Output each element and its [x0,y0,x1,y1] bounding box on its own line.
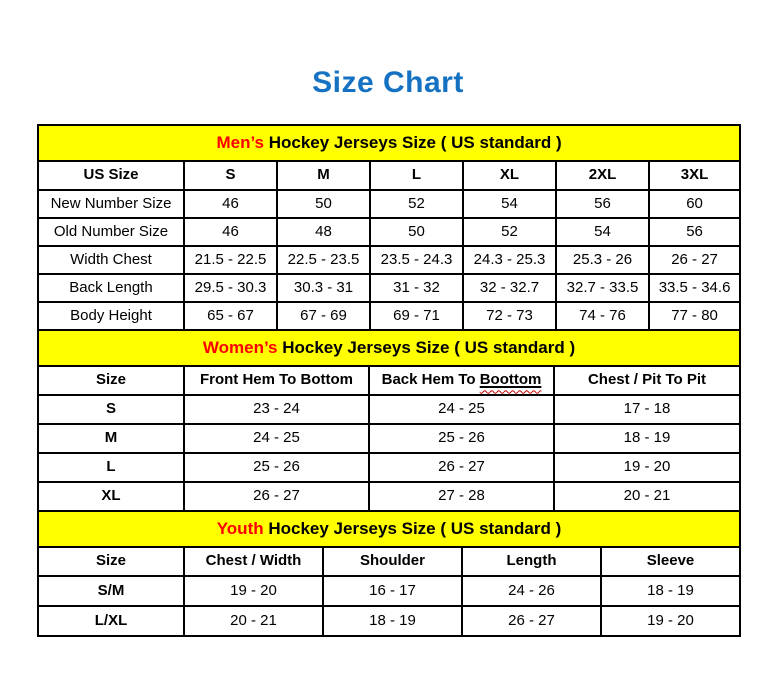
youth-section-band [38,511,740,547]
youth-section-rest: Hockey Jerseys Size ( US standard ) [263,518,562,538]
size-value-cell: 24 - 25 [184,424,369,453]
size-value-cell: 30.3 - 31 [277,274,370,302]
size-value-cell: 69 - 71 [370,302,463,330]
size-value-cell: 17 - 18 [554,395,740,424]
size-value-cell: 20 - 21 [184,606,323,636]
table-row [38,218,740,246]
size-value-cell: 18 - 19 [601,576,740,606]
size-value-cell: 26 - 27 [184,482,369,511]
size-value-cell: 25 - 26 [184,453,369,482]
table-row [38,246,740,274]
size-value-cell: 25 - 26 [369,424,554,453]
size-value-cell: 29.5 - 30.3 [184,274,277,302]
table-row [38,453,740,482]
row-label: L/XL [38,606,184,636]
womens-section-title [38,330,740,366]
column-header: XL [463,161,556,190]
mens-section-title [38,125,740,161]
size-value-cell: 25.3 - 26 [556,246,649,274]
column-header: US Size [38,161,184,190]
womens-section-rest: Hockey Jerseys Size ( US standard ) [277,337,576,357]
size-tables-container [37,124,739,637]
womens-header-row [38,366,740,395]
size-value-cell: 23 - 24 [184,395,369,424]
column-header: S [184,161,277,190]
womens-section-band [38,330,740,366]
column-header: Shoulder [323,547,462,576]
column-header: Length [462,547,601,576]
column-header: Chest / Pit To Pit [554,366,740,395]
size-value-cell: 56 [556,190,649,218]
column-header: 3XL [649,161,740,190]
column-header: Size [38,366,184,395]
column-header [369,366,554,395]
size-value-cell: 56 [649,218,740,246]
row-label: L [38,453,184,482]
header-text: Back Hem To [381,371,480,389]
column-header: M [277,161,370,190]
column-header: L [370,161,463,190]
womens-section-accent: Women’s [202,337,278,357]
row-label: S/M [38,576,184,606]
table-row [38,302,740,330]
column-header: 2XL [556,161,649,190]
youth-section-title [38,511,740,547]
mens-section-accent: Men’s [216,132,264,152]
size-value-cell: 50 [370,218,463,246]
size-value-cell: 26 - 27 [649,246,740,274]
row-label: Width Chest [38,246,184,274]
size-value-cell: 19 - 20 [184,576,323,606]
table-row [38,482,740,511]
youth-size-table [37,510,741,637]
size-value-cell: 67 - 69 [277,302,370,330]
row-label: Back Length [38,274,184,302]
size-value-cell: 16 - 17 [323,576,462,606]
size-value-cell: 22.5 - 23.5 [277,246,370,274]
size-value-cell: 23.5 - 24.3 [370,246,463,274]
table-row [38,274,740,302]
size-value-cell: 31 - 32 [370,274,463,302]
mens-header-row [38,161,740,190]
row-label: New Number Size [38,190,184,218]
size-value-cell: 32.7 - 33.5 [556,274,649,302]
womens-size-table [37,329,741,512]
size-value-cell: 74 - 76 [556,302,649,330]
row-label: M [38,424,184,453]
size-value-cell: 32 - 32.7 [463,274,556,302]
size-value-cell: 24 - 26 [462,576,601,606]
youth-header-row [38,547,740,576]
row-label: XL [38,482,184,511]
column-header: Size [38,547,184,576]
row-label: Old Number Size [38,218,184,246]
table-row [38,576,740,606]
size-value-cell: 26 - 27 [462,606,601,636]
size-value-cell: 33.5 - 34.6 [649,274,740,302]
size-value-cell: 27 - 28 [369,482,554,511]
size-value-cell: 18 - 19 [323,606,462,636]
size-value-cell: 46 [184,190,277,218]
size-value-cell: 54 [463,190,556,218]
size-value-cell: 50 [277,190,370,218]
table-row [38,190,740,218]
table-row [38,395,740,424]
size-value-cell: 52 [463,218,556,246]
size-value-cell: 72 - 73 [463,302,556,330]
row-label: Body Height [38,302,184,330]
column-header: Chest / Width [184,547,323,576]
page-title: Size Chart [312,66,464,99]
size-value-cell: 21.5 - 22.5 [184,246,277,274]
size-value-cell: 24.3 - 25.3 [463,246,556,274]
size-value-cell: 20 - 21 [554,482,740,511]
size-value-cell: 52 [370,190,463,218]
size-value-cell: 54 [556,218,649,246]
size-value-cell: 48 [277,218,370,246]
column-header: Front Hem To Bottom [184,366,369,395]
row-label: S [38,395,184,424]
table-row [38,424,740,453]
column-header: Sleeve [601,547,740,576]
size-value-cell: 26 - 27 [369,453,554,482]
size-value-cell: 19 - 20 [554,453,740,482]
size-value-cell: 18 - 19 [554,424,740,453]
mens-section-band [38,125,740,161]
size-value-cell: 60 [649,190,740,218]
size-value-cell: 65 - 67 [184,302,277,330]
misspelled-word: Boottom [479,371,542,389]
mens-section-rest: Hockey Jerseys Size ( US standard ) [264,132,562,152]
youth-section-accent: Youth [216,518,264,538]
size-value-cell: 77 - 80 [649,302,740,330]
size-value-cell: 24 - 25 [369,395,554,424]
size-value-cell: 19 - 20 [601,606,740,636]
size-value-cell: 46 [184,218,277,246]
misspelled-word-squiggle [480,371,542,388]
mens-size-table [37,124,741,331]
table-row [38,606,740,636]
